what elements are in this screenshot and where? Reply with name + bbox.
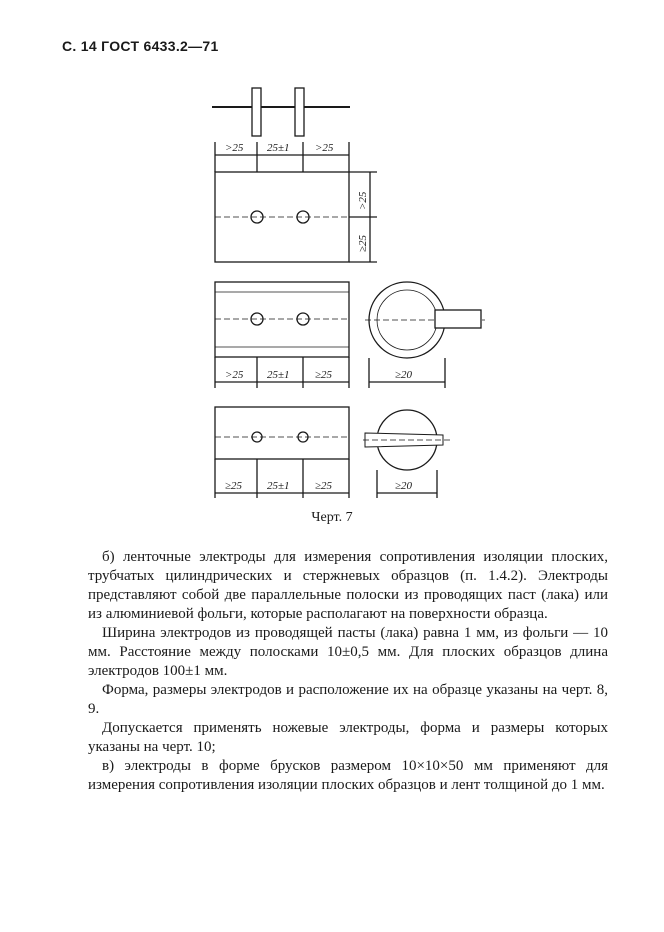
dim-bot-b: 25±1 xyxy=(267,480,290,492)
paragraph: Ширина электродов из проводящей пасты (лака) равна 1 мм, из фольги — 10 мм. Расстояние между полосками 10±0,5 мм. Для плоских образцов длина электродов 100±1 мм. xyxy=(88,625,608,679)
paragraph: в) электроды в форме брусков размером 10×10×50 мм применяют для измерения сопротивления изоляции плоских образцов и лент толщиной до 1 мм. xyxy=(88,758,608,793)
technical-drawing xyxy=(195,80,495,500)
paragraph: Форма, размеры электродов и расположение их на образце указаны на черт. 8, 9. xyxy=(88,682,608,717)
running-head: С. 14 ГОСТ 6433.2—71 xyxy=(62,38,219,54)
dim-mid-circle: ≥20 xyxy=(395,369,413,381)
dim-bot-circle: ≥20 xyxy=(395,480,413,492)
paragraph: б) ленточные электроды для измерения сопротивления изоляции плоских, трубчатых цилиндрических и стержневых образцов (п. 1.4.2). Электроды представляют собой две параллельные полоски из проводящих паст (лака) или из алюминиевой фольги, которые располагают на поверхности образца. xyxy=(88,549,608,622)
dim-bot-a: ≥25 xyxy=(225,480,243,492)
dim-mid-a: >25 xyxy=(225,369,244,381)
dim-top-c: >25 xyxy=(315,142,334,154)
dim-mid-c: ≥25 xyxy=(315,369,333,381)
paragraph: Допускается применять ножевые электроды, форма и размеры которых указаны на черт. 10; xyxy=(88,720,608,755)
body-text xyxy=(88,548,608,795)
dim-top-b: 25±1 xyxy=(267,142,290,154)
dim-mid-b: 25±1 xyxy=(267,369,290,381)
dim-side-b: ≥25 xyxy=(357,234,369,252)
figure-caption: Черт. 7 xyxy=(311,510,353,525)
dim-bot-c: ≥25 xyxy=(315,480,333,492)
dim-top-a: >25 xyxy=(225,142,244,154)
dim-side-a: >25 xyxy=(357,191,369,210)
